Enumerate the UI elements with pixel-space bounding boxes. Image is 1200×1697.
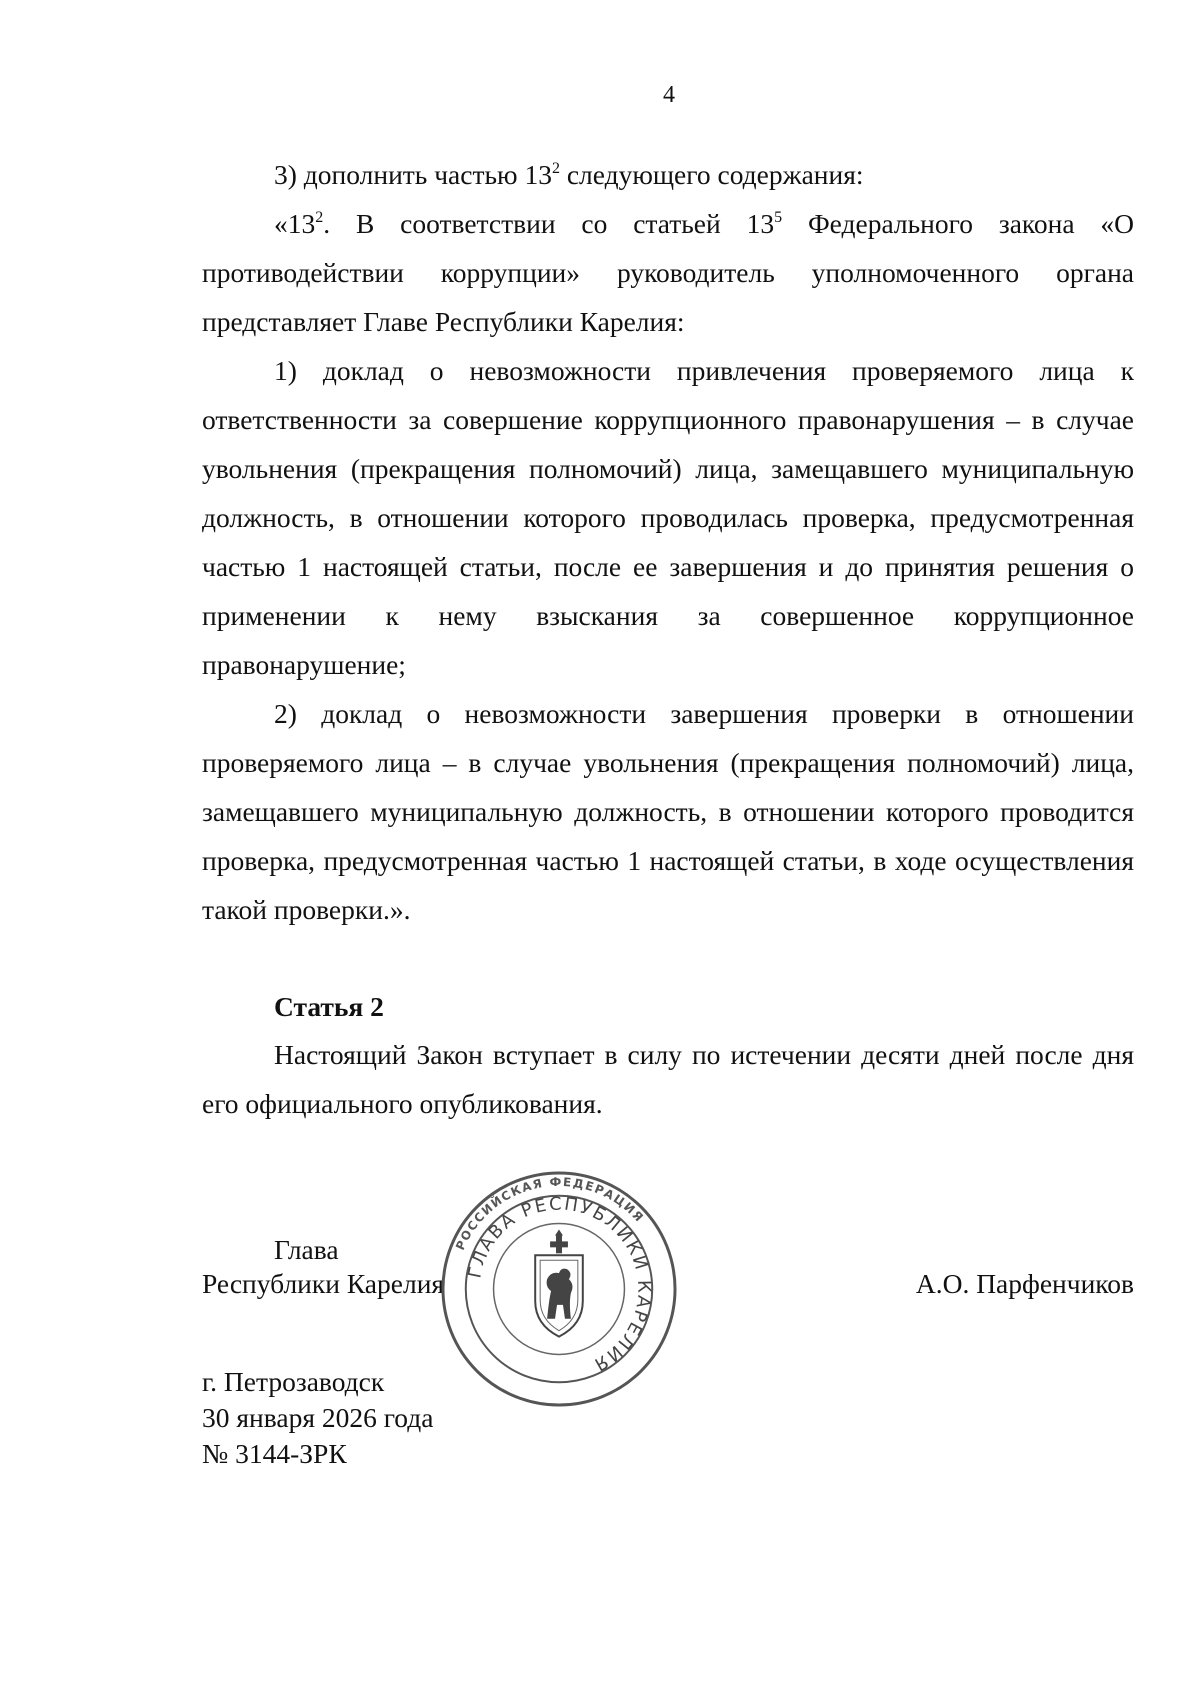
city: г. Петрозаводск — [202, 1366, 385, 1397]
date: 30 января 2026 года — [202, 1402, 434, 1433]
superscript: 2 — [315, 209, 324, 226]
coat-of-arms-icon — [535, 1230, 583, 1337]
paragraph-quote-start — [202, 199, 1134, 346]
para-text: . В соответствии со статьей 13 — [323, 208, 775, 239]
article-body — [202, 1030, 1134, 1128]
place-date-number — [202, 1364, 433, 1472]
signatory-title-line1: Глава — [274, 1234, 339, 1265]
seal-outer-text: РОССИЙСКАЯ ФЕДЕРАЦИЯ — [452, 1174, 647, 1253]
superscript: 2 — [551, 160, 560, 177]
signatory-name: А.О. Парфенчиков — [915, 1268, 1134, 1299]
signatory-title-line2: Республики Карелия — [202, 1268, 445, 1299]
amendment-text — [202, 150, 1134, 934]
paragraph-part-13-2 — [202, 150, 1134, 199]
article-text: Настоящий Закон вступает в силу по истечении десяти дней после дня его официального опубликования. — [202, 1039, 1134, 1119]
paragraph-item-1: 1) доклад о невозможности привлечения проверяемого лица к ответственности за совершение коррупционного правонарушения – в случае увольнения (прекращения полномочий) лица, замещавшего муниципальную должность, в отношении которого проводилась проверка, предусмотренная частью 1 настоящей статьи, после ее завершения и до принятия решения о применении к нему взыскания за совершенное коррупционное правонарушение; — [202, 355, 1134, 680]
para-text: «13 — [274, 208, 316, 239]
law-number: № 3144-ЗРК — [202, 1438, 347, 1469]
para-text: следующего содержания: — [559, 159, 864, 190]
page-number: 4 — [663, 82, 675, 108]
seal-inner-text: ГЛАВА РЕСПУБЛИКИ КАРЕЛИЯ — [464, 1193, 655, 1376]
paragraph-item-2: 2) доклад о невозможности завершения проверки в отношении проверяемого лица – в случае увольнения (прекращения полномочий) лица, замещавшего муниципальную должность, в отношении которого проводится проверка, предусмотренная частью 1 настоящей статьи, в ходе осуществления такой проверки.». — [202, 698, 1134, 925]
para-text: Федерального закона «О противодействии коррупции» руководитель уполномоченного органа представляет Главе Республики Карелия: — [202, 208, 1134, 337]
para-text: 3) дополнить частью 13 — [274, 159, 552, 190]
official-seal-icon — [440, 1170, 678, 1408]
article-heading: Статья 2 — [274, 991, 384, 1022]
superscript: 5 — [774, 209, 783, 226]
